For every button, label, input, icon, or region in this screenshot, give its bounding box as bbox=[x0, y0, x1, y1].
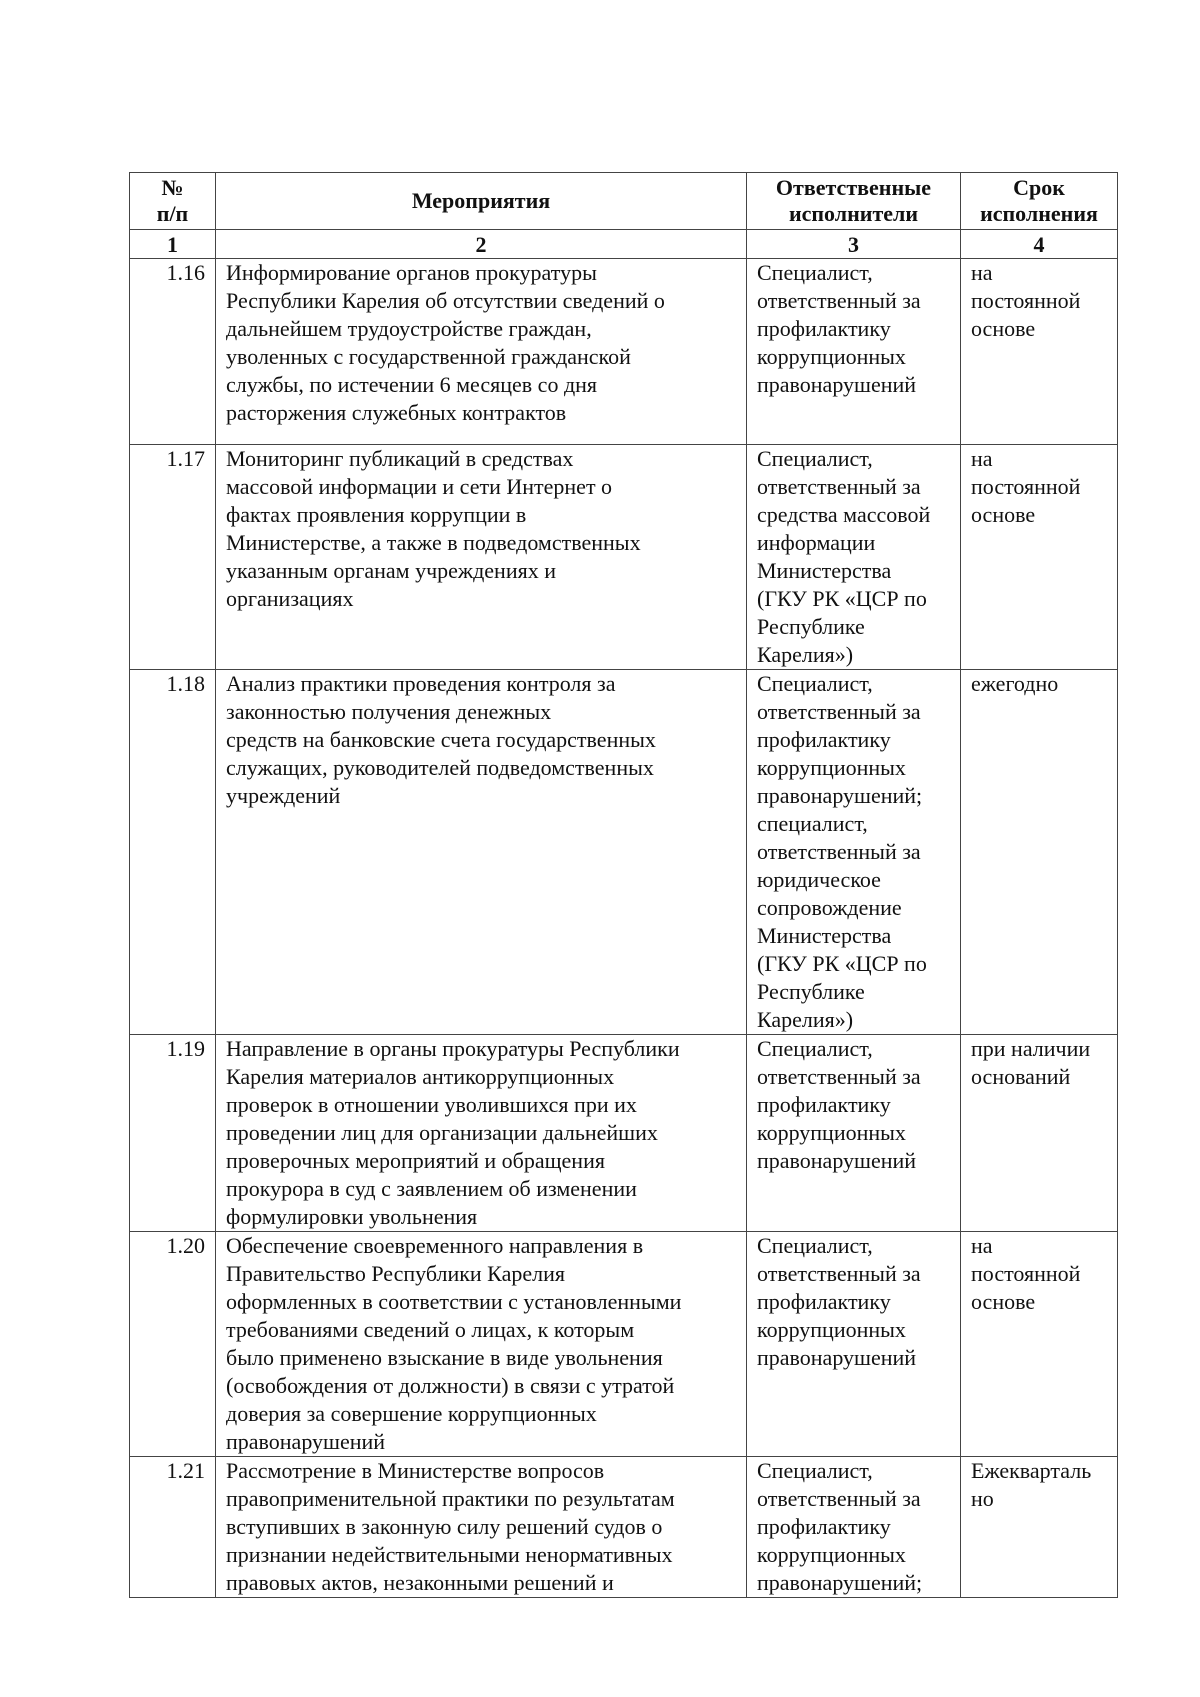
row-responsible: Специалист, ответственный за профилактику коррупционных правонарушений; bbox=[747, 1457, 961, 1598]
header-term: Срок исполнения bbox=[961, 173, 1118, 230]
row-responsible: Специалист, ответственный за профилактику коррупционных правонарушений bbox=[747, 259, 961, 445]
column-number: 3 bbox=[747, 230, 961, 259]
column-number: 1 bbox=[130, 230, 216, 259]
row-term: на постоянной основе bbox=[961, 445, 1118, 670]
row-number: 1.18 bbox=[130, 670, 216, 1035]
row-term: при наличии оснований bbox=[961, 1035, 1118, 1232]
row-term: на постоянной основе bbox=[961, 259, 1118, 445]
header-event: Мероприятия bbox=[216, 173, 747, 230]
table-row bbox=[130, 1457, 1118, 1598]
row-event: Направление в органы прокуратуры Республики Карелия материалов антикоррупционных проверок в отношении уволившихся при их проведении лиц для организации дальнейших проверочных мероприятий и обращения прокурора в суд с заявлением об изменении формулировки увольнения bbox=[216, 1035, 747, 1232]
measures-table bbox=[129, 172, 1118, 1598]
table-row bbox=[130, 670, 1118, 1035]
header-responsible: Ответственные исполнители bbox=[747, 173, 961, 230]
table-row bbox=[130, 1232, 1118, 1457]
row-number: 1.17 bbox=[130, 445, 216, 670]
row-number: 1.21 bbox=[130, 1457, 216, 1598]
row-responsible: Специалист, ответственный за профилактику коррупционных правонарушений; специалист, ответственный за юридическое сопровождение Министерства (ГКУ РК «ЦСР по Республике Карелия») bbox=[747, 670, 961, 1035]
row-term: на постоянной основе bbox=[961, 1232, 1118, 1457]
table-row bbox=[130, 445, 1118, 670]
column-number-row bbox=[130, 230, 1118, 259]
row-event: Мониторинг публикаций в средствах массовой информации и сети Интернет о фактах проявления коррупции в Министерстве, а также в подведомственных указанным органам учреждениях и организациях bbox=[216, 445, 747, 670]
row-responsible: Специалист, ответственный за средства массовой информации Министерства (ГКУ РК «ЦСР по Республике Карелия») bbox=[747, 445, 961, 670]
table-row bbox=[130, 259, 1118, 445]
row-term: ежегодно bbox=[961, 670, 1118, 1035]
row-number: 1.16 bbox=[130, 259, 216, 445]
row-event: Анализ практики проведения контроля за законностью получения денежных средств на банковские счета государственных служащих, руководителей подведомственных учреждений bbox=[216, 670, 747, 1035]
header-num: № п/п bbox=[130, 173, 216, 230]
column-number: 2 bbox=[216, 230, 747, 259]
column-number: 4 bbox=[961, 230, 1118, 259]
table-row bbox=[130, 1035, 1118, 1232]
row-responsible: Специалист, ответственный за профилактику коррупционных правонарушений bbox=[747, 1232, 961, 1457]
row-event: Обеспечение своевременного направления в Правительство Республики Карелия оформленных в соответствии с установленными требованиями сведений о лицах, к которым было применено взыскание в виде увольнения (освобождения от должности) в связи с утратой доверия за совершение коррупционных правонарушений bbox=[216, 1232, 747, 1457]
row-term: Ежекварталь но bbox=[961, 1457, 1118, 1598]
row-responsible: Специалист, ответственный за профилактику коррупционных правонарушений bbox=[747, 1035, 961, 1232]
row-number: 1.19 bbox=[130, 1035, 216, 1232]
row-event: Информирование органов прокуратуры Республики Карелия об отсутствии сведений о дальнейшем трудоустройстве граждан, уволенных с государственной гражданской службы, по истечении 6 месяцев со дня расторжения служебных контрактов bbox=[216, 259, 747, 445]
header-row bbox=[130, 173, 1118, 230]
row-number: 1.20 bbox=[130, 1232, 216, 1457]
row-event: Рассмотрение в Министерстве вопросов правоприменительной практики по результатам вступивших в законную силу решений судов о признании недействительными ненормативных правовых актов, незаконными решений и bbox=[216, 1457, 747, 1598]
